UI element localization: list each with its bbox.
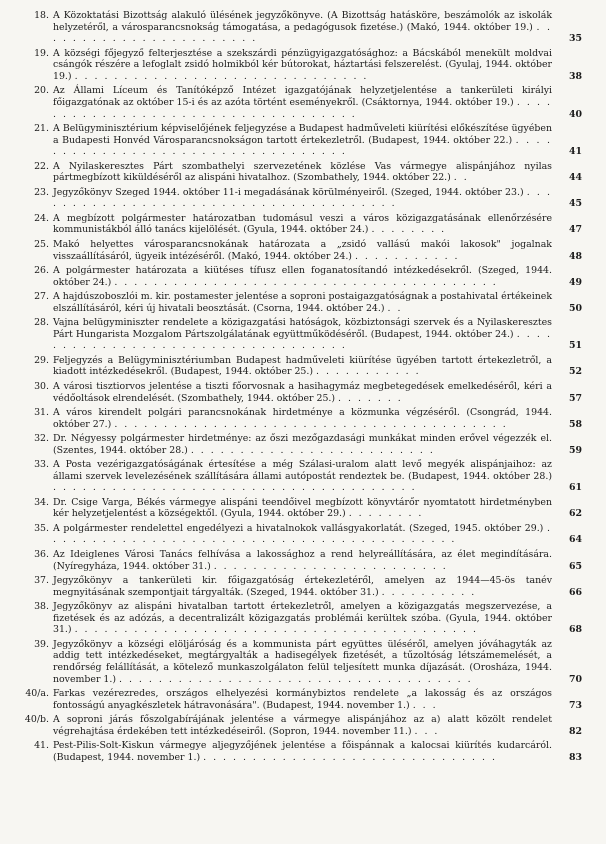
entry-text: A megbízott polgármester határozatban tudomásul veszi a város közigazgatásának ellenőrzésére kommunistákból álló tanács kijelölését. (Gyula, 1944. október 24.): [53, 212, 552, 236]
entry-page-number: 59: [568, 444, 582, 456]
entry-number: 39.: [34, 638, 49, 650]
leader-dots: . . . . . . .: [338, 392, 403, 404]
entry-title: [53, 355, 582, 378]
entry-number: 40/b.: [24, 714, 49, 726]
leader-dots: . . . . . . . . . . . . . . . . . . . . . . . . . . . . . . . . . . .: [53, 96, 552, 120]
toc-entry: [22, 639, 582, 685]
entry-title: [53, 381, 582, 404]
toc-entry: [22, 497, 582, 520]
entry-page-number: 49: [568, 276, 582, 288]
entry-title: [53, 161, 582, 184]
entry-text: Dr. Négyessy polgármester hirdetménye: az őszi mezőgazdasági munkákat minden erővel végezzék el. (Szentes, 1944. október 28.): [53, 433, 552, 456]
toc-entry: [22, 433, 582, 456]
leader-dots: . . . . . . . . . . . . . . . . . . . . . . . .: [213, 560, 448, 572]
entry-text: Az Ideiglenes Városi Tanács felhívása a lakossághoz a rend helyreállítására, az élet megindítására. (Nyíregyháza, 1944. október 31.): [53, 548, 552, 572]
toc-entry: [22, 291, 582, 314]
entry-page-number: 61: [568, 482, 582, 494]
entry-text: A Közoktatási Bizottság alakuló ülésének jegyzőkönyve. (A Bizottság hatásköre, beszámolók az iskolák helyzetéről, a városparancsnokság támogatása, a pedagógusok fizetése.) (Makó, 1944. október 19.): [53, 10, 552, 33]
entry-page-number: 65: [568, 560, 582, 572]
entry-title: [53, 187, 582, 210]
toc-entry: [22, 10, 582, 45]
leader-dots: . . . . . . . . . .: [381, 586, 477, 598]
leader-dots: . .: [453, 172, 469, 184]
entry-page-number: 52: [568, 366, 582, 378]
entry-title: [53, 575, 582, 598]
entry-number: 26.: [34, 265, 49, 276]
entry-text: Vajna belügyminiszter rendelete a közigazgatási hatóságok, közbiztonsági szervek és a Nyilaskeresztes Párt Hungarista Mozgalom Pártszolgálatának együttműködéséről. (Budapest, 1944. október 24.): [53, 317, 552, 340]
entry-title: [53, 433, 582, 456]
entry-number: 29.: [34, 354, 49, 366]
entry-title: [53, 239, 582, 262]
entry-title: [53, 85, 582, 120]
toc-entry: [22, 161, 582, 184]
entry-number: 25.: [34, 238, 49, 250]
toc-entry: [22, 714, 582, 737]
toc-entry: [22, 317, 582, 352]
entry-number: 36.: [34, 548, 49, 560]
leader-dots: . .: [387, 302, 403, 314]
entry-page-number: 83: [568, 751, 582, 763]
entry-title: [53, 497, 582, 520]
entry-title: [53, 688, 582, 711]
entry-page-number: 58: [568, 418, 582, 430]
entry-number: 31.: [34, 406, 49, 418]
leader-dots: . . . . . . . .: [348, 508, 424, 520]
toc-entry: [22, 381, 582, 404]
toc-entry: [22, 239, 582, 262]
toc-entry: [22, 523, 582, 546]
entry-text: A Belügyminisztérium képviselőjének feljegyzése a Budapest hadműveleti kiürítési előkészítése ügyében a Budapesti Honvéd Városparancsnokságon tartott értekezletről. (Budapest, 1944. október 22.): [53, 123, 552, 146]
entry-page-number: 40: [568, 108, 582, 120]
entry-text: A Posta vezérigazgatóságának értesítése a még Szálasi-uralom alatt levő megyék alispánjaihoz: az állami szervek levelezésének szállítására állami autópostát rendeztek be. (Budapest, 1944. október 28.): [53, 459, 552, 482]
leader-dots: . . .: [414, 725, 440, 737]
entry-text: Az Állami Líceum és Tanítóképző Intézet igazgatójának helyzetjelentése a tankerületi királyi főigazgatónak az október 15-i és az azóta történt eseményekről. (Csáktornya, 1944. október 19.): [53, 85, 552, 108]
entry-number: 30.: [34, 380, 49, 392]
leader-dots: . . . . . . . . . . . . . . . . . . . . . . . . . . . . . . . . . . . . . . . . . .: [53, 522, 552, 546]
entry-page-number: 64: [568, 534, 582, 546]
entry-text: Jegyzőkönyv a községi elöljáróság és a kommunista párt együttes üléséről, amelyen jóváhagyták az addig tett intézkedéseket, megtárgyalták a hadisegélyek fizetését, a tűzoltóság létszámemelését, a rendőrség felállítását, a kötelező munkaszolgálaton felül teljesített munka díjazását. (Orosháza, 1944. november 1.): [53, 638, 552, 685]
toc-entry: [22, 123, 582, 158]
entry-number: 40/a.: [25, 688, 49, 700]
entry-page-number: 57: [568, 392, 582, 404]
entry-number: 27.: [34, 291, 49, 303]
entry-title: [53, 601, 582, 636]
entry-page-number: 41: [568, 146, 582, 158]
toc-entry: [22, 265, 582, 288]
entry-number: 41.: [34, 740, 49, 752]
entry-page-number: 45: [568, 198, 582, 210]
toc-entry: [22, 85, 582, 120]
entry-number: 32.: [34, 433, 49, 445]
toc-entry: [22, 688, 582, 711]
toc-entry: [22, 575, 582, 598]
entry-title: [53, 123, 582, 158]
entry-number: 34.: [34, 496, 49, 508]
entry-text: A város kirendelt polgári parancsnokának hirdetménye a közmunka végzéséről. (Csongrád, 1944. október 27.): [53, 406, 552, 430]
leader-dots: . . . . . . . . . . . . . . . . . . . . . . . . . . . . . . . . . . . .: [119, 673, 473, 685]
entry-text: Pest-Pilis-Solt-Kiskun vármegye aljegyzőjének jelentése a főispánnak a kalocsai kiürítés kudarcáról. (Budapest, 1944. november 1.): [53, 740, 552, 763]
entry-title: [53, 317, 582, 352]
leader-dots: . . . . . . . . . . . . . . . . . . . . . . . . . . . . . . . . . . . . . . . . .: [74, 624, 478, 636]
entry-number: 22.: [34, 160, 49, 172]
entry-title: [53, 523, 582, 546]
entry-title: [53, 213, 582, 236]
toc-entry: [22, 213, 582, 236]
entry-page-number: 73: [568, 699, 582, 711]
entry-page-number: 38: [568, 70, 582, 82]
entry-text: A Nyilaskeresztes Párt szombathelyi szervezetének közlése Vas vármegye alispánjához nyilas pártmegbízott kiküldéséről az alispáni hivatalhoz. (Szombathely, 1944. október 22.): [53, 160, 552, 184]
leader-dots: . . . . . . . . . . . . . . . . . . . . . . . . .: [190, 444, 435, 456]
entry-page-number: 50: [568, 302, 582, 314]
entry-page-number: 51: [568, 340, 582, 352]
leader-dots: . . . . . . . . . . .: [354, 250, 460, 262]
entry-text: Jegyzőkönyv az alispáni hivatalban tartott értekezletről, amelyen a közigazgatás megszervezése, a fizetések és az adózás, a decentralizált közigazgatás problémái kerültek szóba. (Gyula, 1944. október 31.): [53, 601, 552, 636]
entry-number: 18.: [34, 10, 49, 21]
entry-title: [53, 48, 582, 83]
entry-text: A polgármester rendelettel engedélyezi a hivatalnokok vallásgyakorlatát. (Szeged, 1945. október 29.): [53, 522, 544, 534]
entry-page-number: 47: [568, 224, 582, 236]
entry-number: 33.: [34, 459, 49, 471]
leader-dots: . . . . . . . . . . . . . . . . . . . . . . . . . . . . . . . . . .: [53, 328, 552, 352]
entry-title: [53, 407, 582, 430]
entry-number: 20.: [34, 85, 49, 97]
leader-dots: . . . . . . . . . . .: [316, 366, 421, 378]
entry-page-number: 82: [568, 725, 582, 737]
entry-title: [53, 639, 582, 685]
leader-dots: . . . . . . . . . . . . . . . . . . . . . . .: [53, 21, 553, 45]
toc-list: [22, 10, 582, 763]
entry-text: Farkas vezérezredes, országos elhelyezési kormánybiztos rendelete „a lakosság és az országos fontosságú anyagkészletek hátravonására". (Budapest, 1944. november 1.): [53, 688, 552, 711]
entry-title: [53, 740, 582, 763]
entry-number: 38.: [34, 601, 49, 613]
entry-text: A hajdúszoboszlói m. kir. postamester jelentése a soproni postaigazgatóságnak a postahivatal értékeinek elszállításáról, kéri új hivatali beosztását. (Csorna, 1944. október 24.): [53, 291, 552, 314]
entry-number: 28.: [34, 317, 49, 329]
leader-dots: . . . . . . . . . . . . . . . . . . . . . . . . . . . . . . . . . . . . . . .: [114, 276, 498, 288]
entry-text: Jegyzőkönyv Szeged 1944. október 11-i megadásának körülményeiről. (Szeged, 1944. október 23.): [53, 186, 524, 198]
entry-title: [53, 549, 582, 572]
leader-dots: . . .: [412, 699, 438, 711]
toc-entry: [22, 187, 582, 210]
toc-entry: [22, 355, 582, 378]
entry-title: [53, 291, 582, 314]
entry-page-number: 44: [568, 172, 582, 184]
entry-text: Feljegyzés a Belügyminisztériumban Budapest hadműveleti kiürítése ügyében tartott értekezletről, a kiadott intézkedésekről. (Budapest, 1944. október 25.): [53, 354, 552, 378]
leader-dots: . . . . . . . . . . . . . . . . . . . . . . . . . . . . . .: [74, 70, 369, 82]
leader-dots: . . . . . . . . . . . . . . . . . . . . . . . . . . . . . . . . . . . . . . . .: [114, 418, 508, 430]
entry-page-number: 68: [568, 624, 582, 636]
entry-number: 37.: [34, 575, 49, 587]
entry-text: Jegyzőkönyv a tankerületi kir. főigazgatóság értekezletéről, amelyen az 1944—45-ös tanév megnyitásának szempontjait tárgyalták. (Szeged, 1944. október 31.): [53, 575, 552, 598]
toc-entry: [22, 740, 582, 763]
leader-dots: . . . . . . . . . . . . . . . . . . . . . . . . . . . . . .: [203, 751, 497, 763]
entry-number: 21.: [34, 123, 49, 135]
toc-entry: [22, 459, 582, 494]
leader-dots: . . . . . . . .: [371, 224, 447, 236]
entry-text: A soproni járás főszolgabírájának jelentése a vármegye alispánjához az a) alatt közölt rendelet végrehajtása érdekében tett intézkedéseiről. (Sopron, 1944. november 11.): [53, 714, 552, 737]
entry-title: [53, 459, 582, 494]
entry-text: A polgármester határozata a kiütéses tífusz ellen foganatosítandó intézkedésekről. (Szeged, 1944. október 24.): [53, 265, 552, 288]
entry-number: 19.: [34, 47, 49, 59]
entry-page-number: 48: [568, 250, 582, 262]
leader-dots: . . . . . . . . . . . . . . . . . . . . . . . . . . . . . . . . . .: [53, 134, 552, 158]
toc-entry: [22, 601, 582, 636]
entry-page-number: 62: [568, 508, 582, 520]
leader-dots: . . . . . . . . . . . . . . . . . . . . . . . . . . . . . . . . . . . . . .: [53, 186, 552, 210]
toc-entry: [22, 407, 582, 430]
entry-text: Makó helyettes városparancsnokának határozata a „zsidó vallású makói lakosok" jogalnak visszaállításáról, ügyeik intézéséről. (Makó, 1944. október 24.): [53, 238, 552, 262]
entry-title: [53, 10, 582, 45]
entry-title: [53, 714, 582, 737]
entry-number: 24.: [34, 212, 49, 224]
entry-title: [53, 265, 582, 288]
entry-text: A városi tisztiorvos jelentése a tiszti főorvosnak a hasihagymáz megbetegedések emelkedéséről, kéri a védőoltások elrendelését. (Szombathely, 1944. október 25.): [53, 380, 552, 404]
toc-entry: [22, 549, 582, 572]
entry-number: 23.: [34, 186, 49, 198]
toc-entry: [22, 48, 582, 83]
entry-page-number: 70: [568, 673, 582, 685]
leader-dots: . . . . . . . . . . . . . . . . . . . . . . . . . . . . . . . . . . . . .: [53, 482, 417, 494]
entry-page-number: 35: [568, 33, 582, 45]
entry-text: Dr. Csige Varga, Békés vármegye alispáni teendőivel megbízott könyvtárőr nyomtatott hirdetményben kér helyzetjelentést a községektől. (Gyula, 1944. október 29.): [53, 496, 552, 520]
entry-page-number: 66: [568, 586, 582, 598]
entry-text: A községi főjegyző felterjesztése a szekszárdi pénzügyigazgatósághoz: a Bácskából menekült moldvai csángók részére a lefoglalt zsidó holmikból kér bútorokat, háztartási felszerelést. (Gyulaj, 1944. október 19.): [53, 47, 552, 82]
entry-number: 35.: [34, 522, 49, 534]
